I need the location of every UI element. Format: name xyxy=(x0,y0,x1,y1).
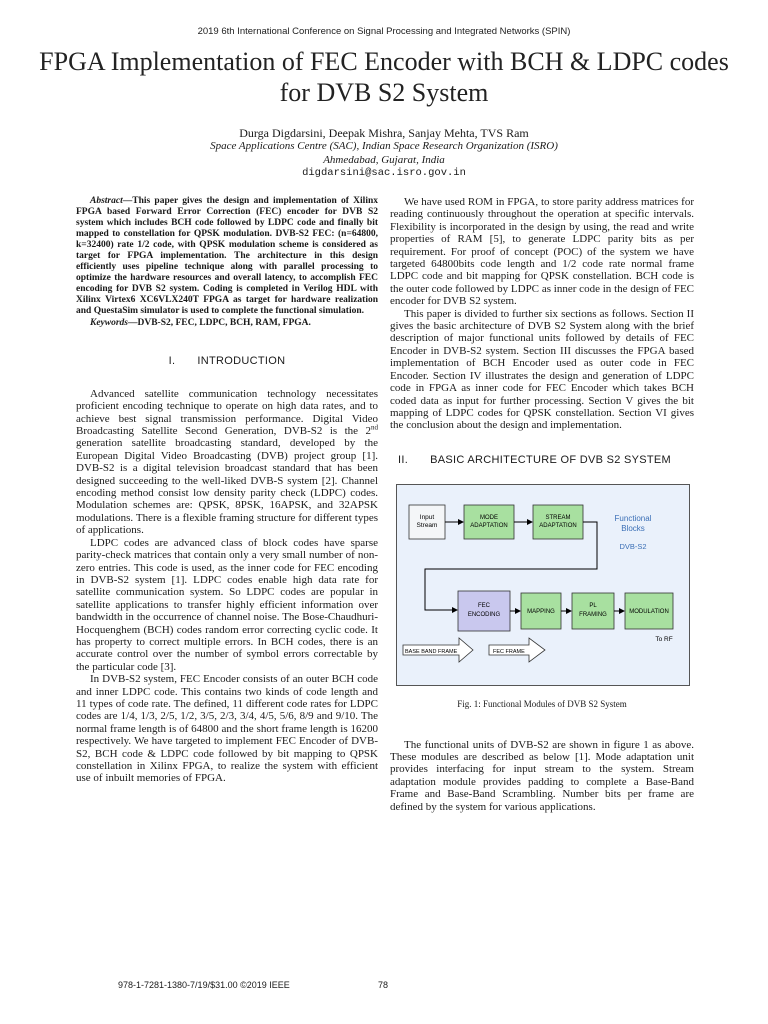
intro-paragraph-2: LDPC codes are advanced class of block codes have sparse parity-check matrices that contain only a very small number of non-zero entries. This code is used, as the inner code for FEC encoding in DVB-S2 system [1]. LDPC codes enable high data rate for satellite communication system. So LDPC codes are popular in satellite applications to transfer highly efficient information over bandwidth in the occurrence of channel noise. The Bose-Chaudhuri-Hocquenghem (BCH) codes random error correcting cyclic code. It has property to correct multiple errors. In BCH codes, there is an accurate control over the number of symbol errors correctable by the particular code [3]. xyxy=(76,536,378,673)
mode-adaptation-label: MODE xyxy=(480,515,498,522)
base-band-frame-label: BASE BAND FRAME xyxy=(405,649,458,656)
intro-paragraph-3: In DVB-S2 system, FEC Encoder consists of an outer BCH code and inner LDPC code. This contains two kinds of code length and 11 types of code rate. The defined, 11 different code rates for LDPC codes are 1/4, 1/3, 2/5, 1/2, 3/5, 2/3, 3/4, 4/5, 5/6, 8/9 and 9/10. The normal frame length is of 64800 and the short frame length is 16200 respectively. We have targeted to implement FEC Encoder of DVB-S2, BCH code & LDPC code followed by bit mapping to QPSK constellation in Xilinx FPGA, to realize the system with efficient use of inbuilt memories of FPGA. xyxy=(76,673,378,785)
pl-framing-label: PL xyxy=(589,603,597,610)
superscript: nd xyxy=(371,423,378,432)
keywords-label: Keywords xyxy=(90,318,128,328)
to-rf-label: To RF xyxy=(655,636,673,644)
dvb-s2-label: DVB-S2 xyxy=(619,542,647,552)
functional-blocks-label: Functional xyxy=(614,514,652,524)
right-column xyxy=(390,196,694,813)
intro-paragraph-4: We have used ROM in FPGA, to store parity address matrices for reading continuously throughout the operation at specific intervals. Flexibility is incorporated in the design by using, the read and write properties of RAM [5], to generate LDPC parity bits as per requirement. For proof of concept (POC) of the system we have targeted 64800bits code length and 1/2 code rate normal frame LDPC code and bit mapping for QPSK constellation. BCH code is the outer code followed by LDPC as inner code in the design of FEC encoder for DVB S2 system. xyxy=(390,196,694,308)
author-list: Durga Digdarsini, Deepak Mishra, Sanjay Mehta, TVS Ram xyxy=(239,126,529,140)
modulation-label: MODULATION xyxy=(629,609,669,616)
intro-paragraph-5: This paper is divided to further six sections as follows. Section II gives the basic architecture of DVB S2 System along with the brief description of major functional units followed by details of FEC Encoder in DVB-S2 system. Section III discusses the FPGA based implementation of BCH Encoder used as outer code in FEC Encoder. Section IV illustrates the design and generation of LDPC code in FPGA as inner code for FEC Encoder which takes BCH coded data as input for further processing. Section V gives the bit mapping of LDPC codes for QPSK constellation. Section VI gives the conclusion about the design and implementation. xyxy=(390,307,694,432)
architecture-paragraph-1: The functional units of DVB-S2 are shown in figure 1 as above. These modules are described as below [1]. Mode adaptation unit provides interfacing for input stream to the system. Stream adaptation module provides padding to complete a Base-Band Frame and Base-Band Scrambling. Number bits per frame are defined by the system for various applications. xyxy=(390,738,694,813)
footer-isbn: 978-1-7281-1380-7/19/$31.00 ©2019 IEEE xyxy=(118,980,290,990)
section-heading-introduction xyxy=(76,355,378,367)
mapping-label: MAPPING xyxy=(527,609,555,616)
left-column xyxy=(76,196,378,785)
fec-encoding-box xyxy=(458,591,510,631)
section-title: BASIC ARCHITECTURE OF DVB S2 SYSTEM xyxy=(430,453,672,466)
pl-framing-label-2: FRAMING xyxy=(579,612,607,619)
section-number: II. xyxy=(398,453,409,466)
fec-frame-label: FEC FRAME xyxy=(493,649,525,656)
page-number: 78 xyxy=(378,980,389,990)
abstract-text: —This paper gives the design and implementation of Xilinx FPGA based Forward Error Correction (FEC) encoder for DVB S2 system which includes BCH code followed by LDPC code and finally bit mapped to constellation for QPSK modulation. DVB-S2 FEC: (n=64800, k=32400) rate 1/2 code, with QPSK modulation scheme is considered as target for FPGA implementation. The architecture in this design efficiently uses pipeline technique along with parallel processing to optimize the hardware resources and overall latency, to accomplish FEC encoding for DVB S2 system. Coding is completed in Verilog HDL with Xilinx Virtex6 XC6VLX240T FPGA as target for hardware realization and QuestaSim simulator is used to complete the functional simulation. xyxy=(76,196,378,316)
intro-p1-text-cont: generation satellite broadcasting standard, developed by the European Digital Video Broadcasting (DVB) project group [1]. DVB-S2 is a digital television broadcast standard that has been designed succeeding to the well-liked DVB-S system [2]. Channel encoding method consist low density parity check (LDPC) codes. Modulation schemes are: QPSK, 8PSK, 16APSK, and 32APSK modulations. There is a flexible framing structure for different types of applications. xyxy=(76,437,378,537)
pl-framing-box xyxy=(572,593,614,629)
mode-adaptation-label-2: ADAPTATION xyxy=(470,523,508,530)
abstract xyxy=(76,196,378,317)
section-heading-architecture xyxy=(390,454,694,466)
section-title: INTRODUCTION xyxy=(197,355,286,368)
input-stream-label: Input xyxy=(419,514,435,522)
intro-paragraph-1 xyxy=(76,388,378,537)
author-email: digdarsini@sac.isro.gov.in xyxy=(302,167,466,179)
stream-adaptation-box xyxy=(533,505,583,539)
stream-adaptation-label-2: ADAPTATION xyxy=(539,523,577,530)
fec-encoding-label: FEC xyxy=(478,603,490,610)
affiliation-organization: Space Applications Centre (SAC), Indian Space Research Organization (ISRO) xyxy=(210,140,558,152)
input-stream-label-2: Stream xyxy=(416,522,438,530)
functional-blocks-label-2: Blocks xyxy=(621,524,645,534)
conference-header: 2019 6th International Conference on Signal Processing and Integrated Networks (SPIN) xyxy=(197,26,571,37)
fec-encoding-label-2: ENCODING xyxy=(467,612,501,619)
stream-adaptation-label: STREAM xyxy=(545,515,571,522)
section-number: I. xyxy=(168,355,176,368)
mode-adaptation-box xyxy=(464,505,514,539)
keywords xyxy=(76,317,378,329)
paper-title: FPGA Implementation of FEC Encoder with BCH & LDPC codes for DVB S2 System xyxy=(39,47,729,107)
affiliation-location: Ahmedabad, Gujarat, India xyxy=(323,154,445,166)
abstract-label: Abstract xyxy=(90,196,123,206)
figure-caption: Fig. 1: Functional Modules of DVB S2 System xyxy=(457,699,627,710)
functional-blocks-figure xyxy=(396,484,690,686)
intro-p1-text: Advanced satellite communication technology necessitates proficient encoding technique to operate on high data rates, and to achieve best signal transmission performance. Digital Video Broadcasting Satellite Second Generation, DVB-S2 is the 2 xyxy=(76,387,378,438)
keywords-text: —DVB-S2, FEC, LDPC, BCH, RAM, FPGA. xyxy=(128,318,311,328)
